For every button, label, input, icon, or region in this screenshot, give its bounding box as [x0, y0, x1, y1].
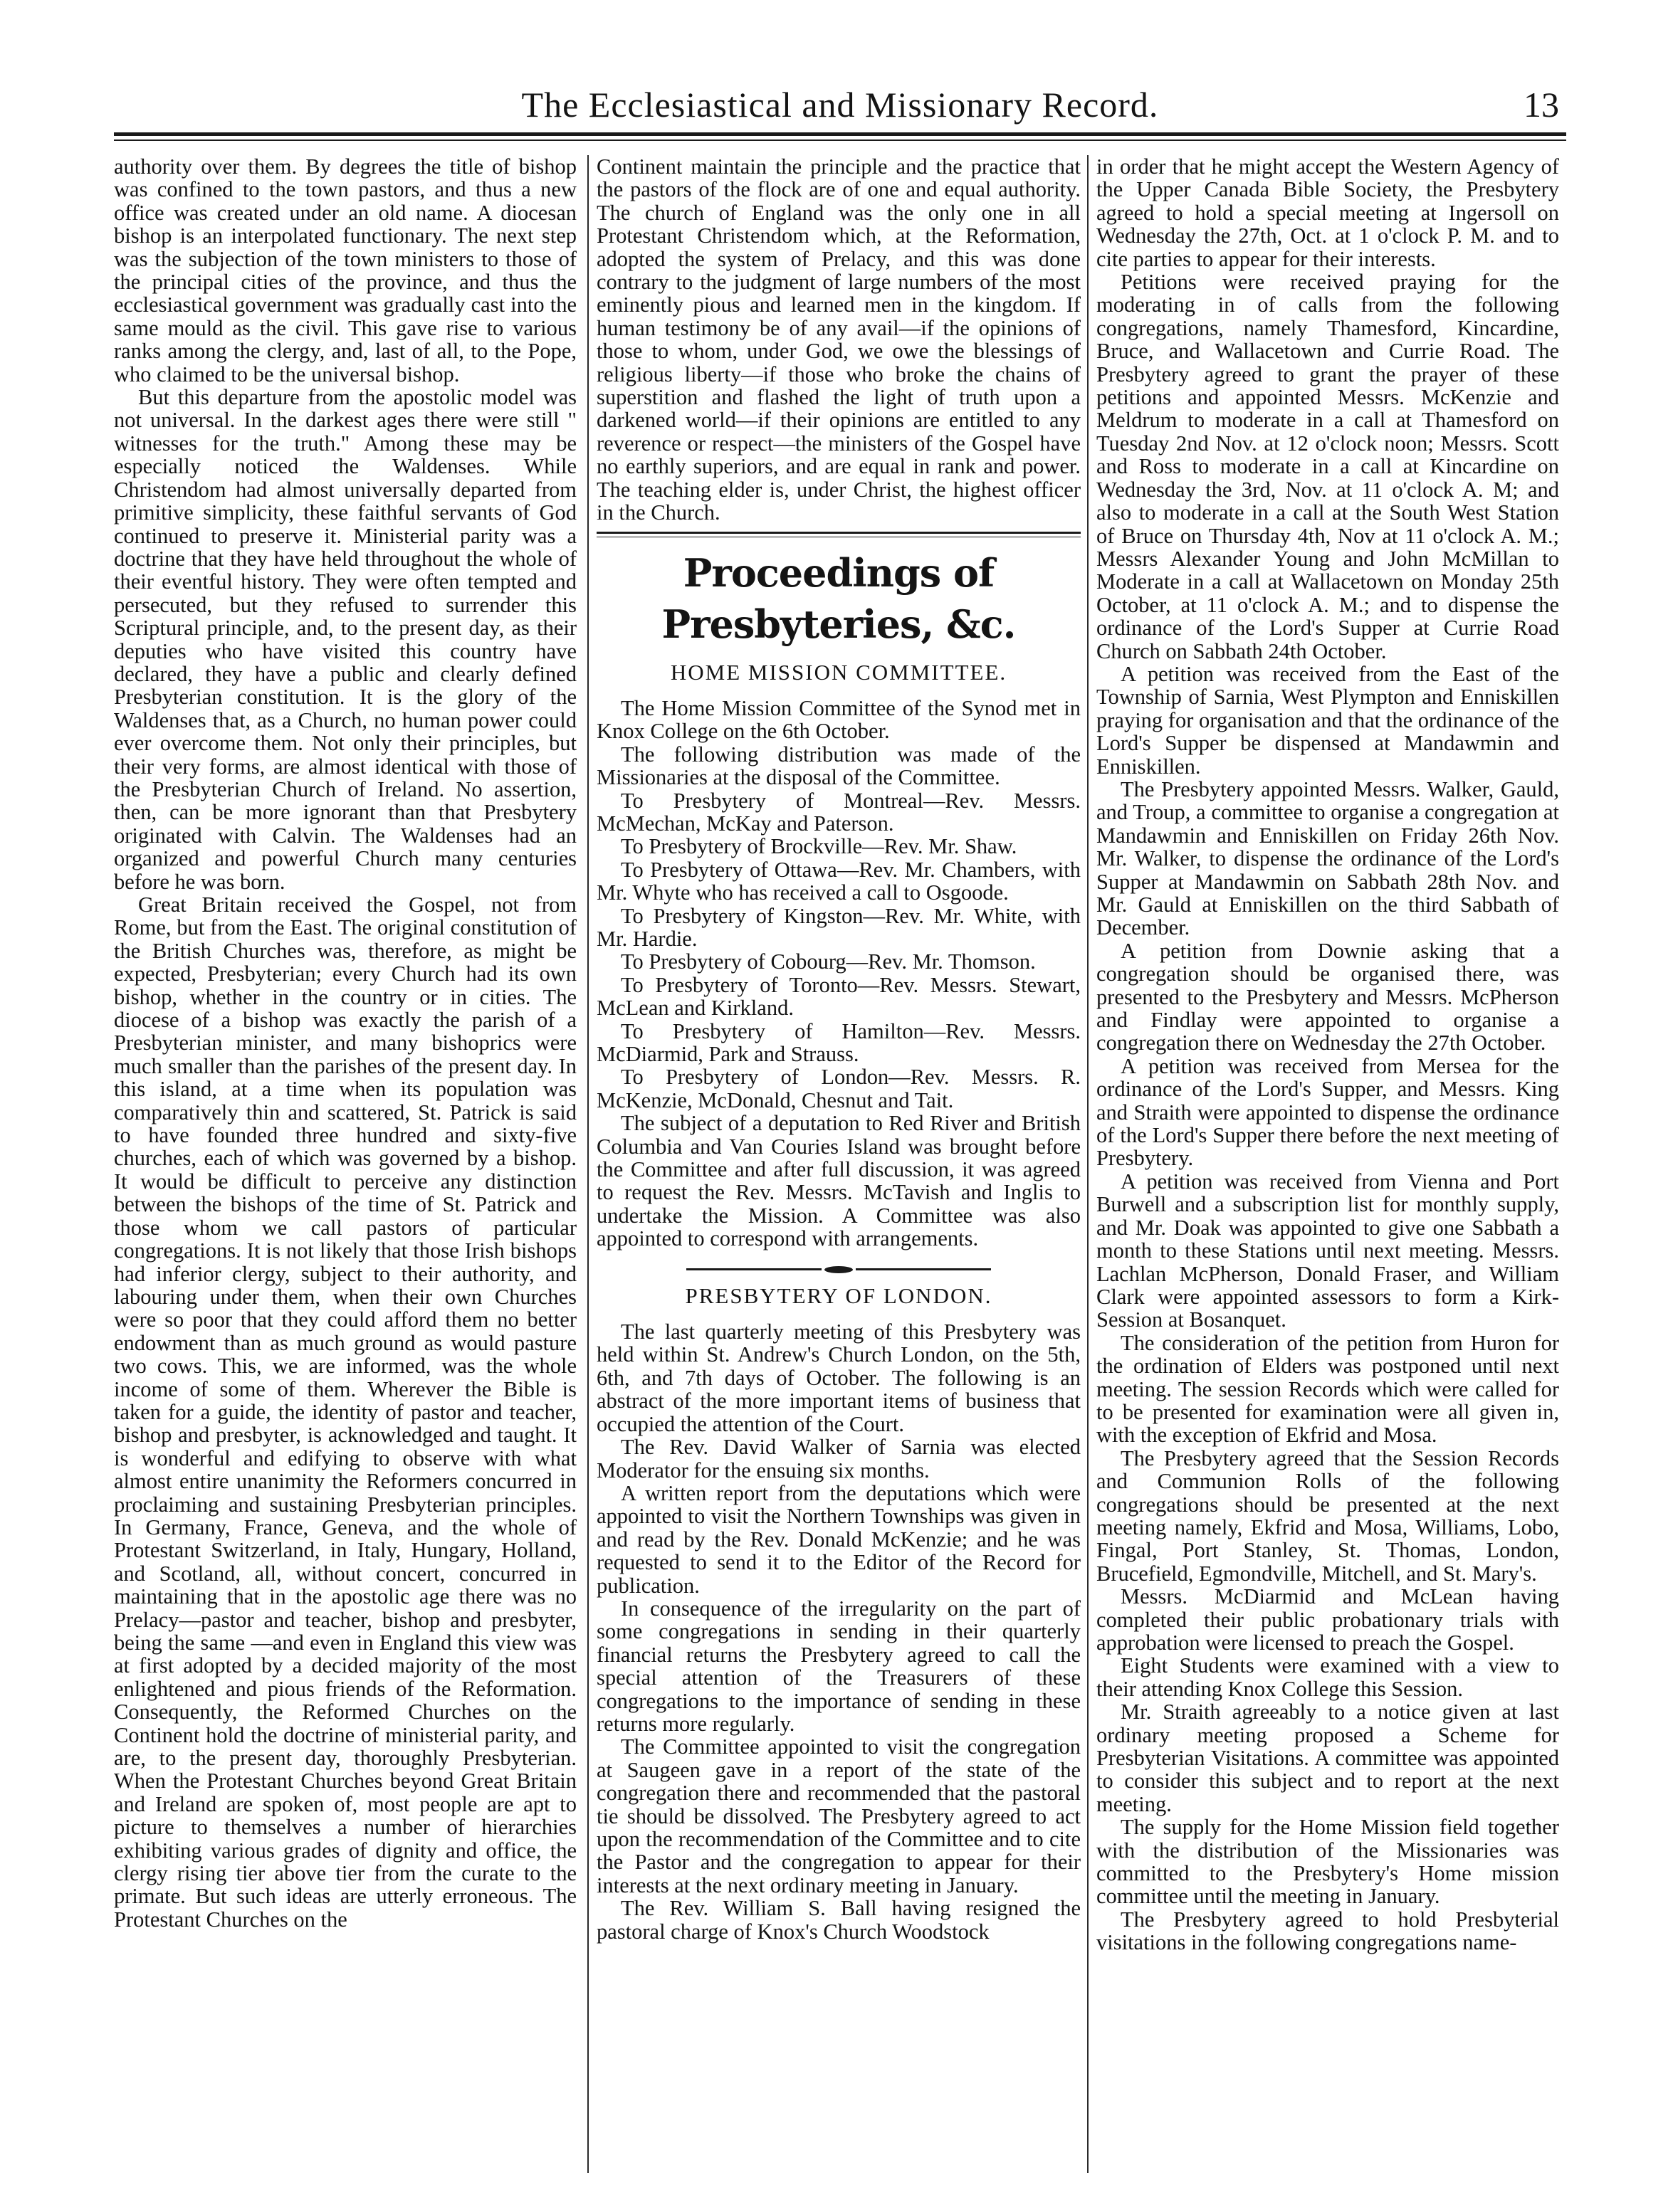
column-3: [1096, 155, 1559, 2176]
paragraph: The Rev. William S. Ball having resigned the pastoral charge of Knox's Church Woodstock: [597, 1896, 1081, 1944]
ornamental-divider: [597, 1266, 1081, 1273]
paragraph: The subject of a deputation to Red River and British Columbia and Van Couries Island was brought before the Committee and after full discussion, it was agreed to request the Rev. Messrs. McTavish and Inglis to undertake the Mission. A Committee was also appointed to correspond with arrangements.: [597, 1111, 1081, 1251]
paragraph: In consequence of the irregularity on the part of some congregations in sending in their quarterly financial returns the Presbytery agreed to call the special attention of the Treasurers of these congregations to the importance of sending in these returns more regularly.: [597, 1596, 1081, 1736]
paragraph: The Presbytery agreed to hold Presbyterial visitations in the following congregations name-: [1096, 1907, 1559, 1955]
section-heading: Proceedings of Presbyteries, &c.: [661, 549, 1016, 647]
paragraph: To Presbytery of Montreal—Rev. Messrs. McMechan, McKay and Paterson.: [597, 788, 1081, 836]
masthead: [114, 84, 1566, 134]
paragraph: The last quarterly meeting of this Presbytery was held within St. Andrew's Church London, on the 5th, 6th, and 7th days of October. The following is an abstract of the more important items of business that occupied the attention of the Court.: [597, 1320, 1081, 1436]
paragraph: The consideration of the petition from Huron for the ordination of Elders was postponed until next meeting. The session Records which were called for to be presented for examination were all given in, with the exception of Ekfrid and Mosa.: [1096, 1330, 1559, 1448]
paragraph: authority over them. By degrees the title of bishop was confined to the town pastors, and thus a new office was created under an old name. A diocesan bishop is an interpolated functionary. The next step was the subjection of the town ministers to those of the principal cities of the province, and thus the ecclesiastical government was gradually cast into the same mould as the civil. This gave rise to various ranks among the clergy, and, last of all, to the Pope, who claimed to be the universal bishop.: [114, 155, 577, 386]
paragraph: Great Britain received the Gospel, not from Rome, but from the East. The original constitution of the British Churches was, therefore, as might be expected, Presbyterian; every Church had its own bishop, whether in the country or in cities. The diocese of a bishop was exactly the parish of a Presbyterian minister, and many bishoprics were much smaller than the parishes of the present day. In this island, at a time when its population was comparatively thin and scattered, St. Patrick is said to have founded three hundred and sixty-five churches, each of which was governed by a bishop. It would be difficult to perceive any distinction between the bishops of the time of St. Patrick and those whom we call pastors of particular congregations. It is not likely that those Irish bishops had inferior clergy, subject to their authority, and labouring under them, when their own Churches were so poor that they could afford them no better endowment than as much ground as would pasture two cows. This, we are informed, was the whole income of some of them. Wherever the Bible is taken for a guide, the identity of pastor and teacher, bishop and presbyter, is acknowledged and taught. It is wonderful and edifying to observe with what almost entire unanimity the Reformers concurred in proclaiming and sustaining Presbyterian principles. In Germany, France, Geneva, and the whole of Protestant Switzerland, in Italy, Hungary, Holland, and Scotland, all, without concert, concurred in maintaining that in the apostolic age there was no Prelacy—pastor and teacher, bishop and presbyter, being the same —and even in England this view was at first adopted by a decided majority of the most enlightened and pious friends of the Reformation. Consequently, the Reformed Churches on the Continent hold the doctrine of ministerial parity, and are, to the present day, thoroughly Presbyterian. When the Protestant Churches beyond Great Britain and Ireland are spoken of, most people are apt to picture to themselves a number of hierarchies exhibiting various grades of dignity and office, the clergy rising tier above tier from the curate to the primate. But such ideas are utterly erroneous. The Protestant Churches on the: [114, 892, 577, 1932]
paragraph: To Presbytery of Brockville—Rev. Mr. Shaw.: [621, 834, 1017, 859]
paragraph: The Presbytery appointed Messrs. Walker, Gauld, and Troup, a committee to organise a congregation at Mandawmin and Enniskillen on Friday 26th Nov. Mr. Walker, to dispense the ordinance of the Lord's Supper at Mandawmin on Sabbath 28th Nov. and Mr. Gauld at Enniskillen on the third Sabbath of December.: [1096, 776, 1559, 940]
column-2: [597, 155, 1081, 2176]
paragraph: Continent maintain the principle and the practice that the pastors of the flock are of one and equal authority. The church of England was the only one in all Protestant Christendom which, at the Reformation, adopted the system of Prelacy, and this was done contrary to the judgment of large numbers of the most eminently pious and learned men in the kingdom. If human testimony be of any avail—if the opinions of those to whom, under God, we owe the blessings of religious liberty—if those who broke the chains of superstition and flashed the light of truth upon a darkened world—if their opinions are entitled to any reverence or respect—the ministers of the Gospel have no earthly superiors, and are equal in rank and power. The teaching elder is, under Christ, the highest officer in the Church.: [597, 155, 1081, 525]
paragraph: To Presbytery of London—Rev. Messrs. R. McKenzie, McDonald, Chesnut and Tait.: [597, 1065, 1081, 1112]
paragraph: The following distribution was made of the Missionaries at the disposal of the Committee.: [597, 742, 1081, 790]
paragraph: The Rev. David Walker of Sarnia was elected Moderator for the ensuing six months.: [597, 1435, 1081, 1482]
header-rule-thick: [114, 132, 1566, 136]
section-divider: [597, 532, 1081, 534]
header-rule-thin: [114, 139, 1566, 141]
paragraph: The Presbytery agreed that the Session Records and Communion Rolls of the following congregations should be presented at the next meeting namely, Ekfrid and Mosa, Williams, Lobo, Fingal, Port Stanley, St. Thomas, London, Brucefield, Egmondville, Mitchell, and St. Mary's.: [1096, 1445, 1559, 1586]
paragraph: Eight Students were examined with a view to their attending Knox College this Session.: [1096, 1653, 1559, 1701]
paragraph: Messrs. McDiarmid and McLean having completed their public probationary trials with approbation were licensed to preach the Gospel.: [1096, 1584, 1559, 1655]
paragraph: A petition was received from Mersea for the ordinance of the Lord's Supper, and Messrs. King and Straith were appointed to dispense the ordinance of the Lord's Supper there before the next meeting of Presbytery.: [1096, 1053, 1559, 1171]
home-mission-heading: HOME MISSION COMMITTEE.: [670, 659, 1007, 685]
paragraph: To Presbytery of Cobourg—Rev. Mr. Thomson.: [621, 949, 1036, 974]
paragraph: To Presbytery of Toronto—Rev. Messrs. Stewart, McLean and Kirkland.: [597, 972, 1081, 1021]
paragraph: The Home Mission Committee of the Synod met in Knox College on the 6th October.: [597, 695, 1081, 744]
paragraph: To Presbytery of Kingston—Rev. Mr. White, with Mr. Hardie.: [597, 903, 1081, 951]
paragraph: The supply for the Home Mission field together with the distribution of the Missionaries was committed to the Presbytery's Home mission committee until the meeting in January.: [1096, 1815, 1559, 1909]
publication-title: The Ecclesiastical and Missionary Record.: [521, 85, 1159, 125]
paragraph: Petitions were received praying for the moderating in of calls from the following congregations, namely Thamesford, Kincardine, Bruce, and Wallacetown and Currie Road. The Presbytery agreed to grant the prayer of these petitions and appointed Messrs. McKenzie and Meldrum to moderate in a call at Thamesford on Tuesday 2nd Nov. at 12 o'clock noon; Messrs. Scott and Ross to moderate in a call at Kincardine on Wednesday the 3rd, Nov. at 11 o'clock A. M; and also to moderate in a call at the South West Station of Bruce on Thursday 4th, Nov at 11 o'clock A. M.; Messrs Alexander Young and John McMillan to Moderate in a call at Wallacetown on Monday 25th October, at 11 o'clock A. M.; and to dispense the ordinance of the Lord's Supper at Currie Road Church on Sabbath 24th October.: [1096, 270, 1559, 663]
presbytery-london-heading: PRESBYTERY OF LONDON.: [685, 1283, 992, 1308]
paragraph: A petition was received from Vienna and Port Burwell and a subscription list for monthly supply, and Mr. Doak was appointed to give one Sabbath a month to these Stations until next meeting. Messrs. Lachlan McPherson, Donald Fraser, and William Clark were appointed assessors to form a Kirk-Session at Bosanquet.: [1096, 1169, 1559, 1332]
paragraph: The Committee appointed to visit the congregation at Saugeen gave in a report of the state of the congregation there and recommended that the pastoral tie should be dissolved. The Presbytery agreed to act upon the recommendation of the Committee and to cite the Pastor and the congregation to appear for their interests at the next ordinary meeting in January.: [597, 1734, 1081, 1897]
paragraph: But this departure from the apostolic model was not universal. In the darkest ages there were still " witnesses for the truth." Among these may be especially noticed the Waldenses. While Christendom had almost universally departed from primitive simplicity, these faithful servants of God continued to preserve it. Ministerial parity was a doctrine that they have held throughout the whole of their eventful history. They were often tempted and persecuted, but they refused to surrender this Scriptural principle, and, to the present day, as their deputies who have visited this country have declared, they have a public and clearly defined Presbyterian constitution. It is the glory of the Waldenses that, as a Church, no human power could ever overcome them. Not only their principles, but their very forms, are almost identical with those of the Presbyterian Church of Ireland. No assertion, then, can be more ignorant than that Presbytery originated with Calvin. The Waldenses had an organized and powerful Church many centuries before he was born.: [114, 385, 577, 894]
column-1: [114, 155, 577, 2176]
paragraph: in order that he might accept the Western Agency of the Upper Canada Bible Society, the Presbytery agreed to hold a special meeting at Ingersoll on Wednesday the 27th, Oct. at 1 o'clock P. M. and to cite parties to appear for their interests.: [1096, 155, 1559, 271]
paragraph: Mr. Straith agreeably to a notice given at last ordinary meeting proposed a Scheme for Presbyterian Visitations. A committee was appointed to consider this subject and to report at the next meeting.: [1096, 1700, 1559, 1816]
paragraph: A petition was received from the East of the Township of Sarnia, West Plympton and Enniskillen praying for organisation and that the ordinance of the Lord's Supper be dispensed at Mandawmin and Enniskillen.: [1096, 661, 1559, 779]
column-divider-left: [587, 155, 589, 2173]
paragraph: To Presbytery of Ottawa—Rev. Mr. Chambers, with Mr. Whyte who has received a call to Osgoode.: [597, 857, 1081, 905]
column-divider-right: [1087, 155, 1089, 2173]
page-number: 13: [1524, 85, 1559, 125]
paragraph: A petition from Downie asking that a congregation should be organised there, was presented to the Presbytery and Messrs. McPherson and Findlay were appointed to organise a congregation there on Wednesday the 27th October.: [1096, 938, 1559, 1055]
paragraph: A written report from the deputations which were appointed to visit the Northern Townships was given in and read by the Rev. Donald McKenzie; and he was requested to send it to the Editor of the Record for publication.: [597, 1480, 1081, 1598]
paragraph: To Presbytery of Hamilton—Rev. Messrs. McDiarmid, Park and Strauss.: [597, 1018, 1081, 1066]
